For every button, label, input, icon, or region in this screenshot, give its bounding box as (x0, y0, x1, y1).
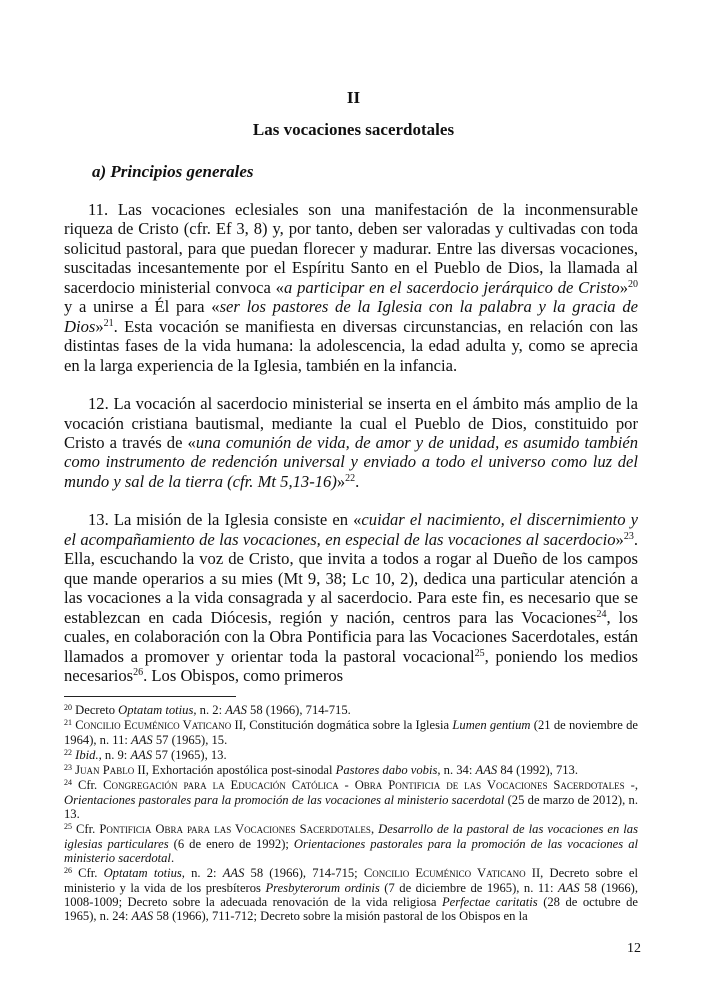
footnote-20 (64, 703, 638, 717)
text-run: Cfr. (72, 866, 104, 881)
footnote-ref: 21 (103, 317, 114, 329)
text-run: II, Constitución dogmática sobre la Iglesia (231, 718, 453, 733)
footnote-21 (64, 718, 638, 747)
italic-text: Desarrollo de la pastoral de las vocaciones en las iglesias particulares (64, 822, 638, 851)
footnote-ref: 22 (64, 747, 72, 757)
footnote-24 (64, 778, 638, 821)
footnote-ref: 20 (628, 278, 638, 290)
text-run: , n. 34: (437, 763, 476, 778)
paragraph-11 (64, 200, 638, 375)
text-run: 58 (1966), 714-715. (246, 703, 351, 717)
text-run: 84 (1992), 713. (497, 763, 578, 778)
italic-text: Optatam totius, (118, 703, 197, 717)
italic-text: AAS (225, 703, 247, 717)
footnote-ref: 25 (64, 822, 72, 832)
italic-text: AAS (222, 866, 245, 881)
footnote-ref: 20 (64, 703, 72, 712)
text-run: . (170, 850, 175, 865)
small-caps-text: Congregación para la Educación Católica - Obra Pontificia de las Vocaciones Sacerdotales (103, 778, 625, 793)
italic-text: AAS (131, 909, 154, 924)
small-caps-text: Concilio Ecuménico Vaticano (363, 866, 526, 881)
section-title: Las vocaciones sacerdotales (252, 120, 455, 139)
text-run: 57 (1965), 15. (152, 732, 228, 747)
footnote-ref: 23 (623, 530, 634, 542)
text-run: n. 2: (184, 866, 223, 881)
footnote-ref: 24 (596, 608, 607, 620)
text-run: , poniendo los medios necesarios (64, 646, 638, 685)
italic-text: Pastores dabo vobis (335, 763, 438, 778)
text-run: . Los Obispos, como primeros (143, 665, 344, 685)
text-run: (7 de diciembre de 1965), n. 11: (379, 880, 558, 895)
subsection-heading: a) Principios generales (92, 162, 254, 181)
text-run: n. 9: (101, 747, 131, 762)
italic-text: AAS (131, 732, 153, 747)
text-run: II, Decreto sobre el ministerio y la vida de los presbíteros (64, 866, 639, 895)
text-run: 58 (1966), 714-715; (244, 866, 364, 881)
italic-text: cuidar el nacimiento, el discernimiento y el acompañamiento de las vocaciones, en especial de las vocaciones al sacerdocio (64, 510, 639, 549)
italic-text: Presbyterorum ordinis (265, 880, 380, 895)
footnote-ref: 26 (133, 666, 144, 678)
text-run: II, Exhortación apostólica post-sinodal (134, 763, 336, 778)
footnotes (64, 703, 638, 924)
text-run: 57 (1965), 13. (152, 747, 227, 762)
text-run: 58 (1966), 1008-1009; Decreto sobre la adecuada renovación de la vida religiosa (64, 880, 638, 909)
text-run: (21 de noviembre de 1964), n. 11: (64, 718, 638, 747)
small-caps-text: Pontificia Obra para las Vocaciones Sacerdotales (99, 822, 371, 837)
small-caps-text: Juan Pablo (75, 763, 135, 778)
text-run: » (336, 471, 346, 491)
footnote-separator (64, 696, 236, 697)
text-run: 58 (1966), 711-712; Decreto sobre la misión pastoral de los Obispos en la (153, 909, 528, 924)
text-run: 11. Las vocaciones eclesiales son una manifestación de la inconmensurable riqueza de Cristo (cfr. Ef 3, 8) y, por tanto, deben ser valoradas y cultivadas con toda solicitud pastoral, para que puedan florecer y madurar. Entre las diversas vocaciones, suscitadas incesantemente por el Espíritu Santo en el Pueblo de Dios, la llamada al sacerdocio ministerial convoca « (64, 200, 638, 297)
chapter-number: II (346, 88, 361, 107)
text-run: 13. La misión de la Iglesia consiste en « (88, 510, 362, 530)
italic-text: Perfectae caritatis (441, 894, 538, 909)
text-run: . (355, 471, 360, 491)
italic-text: Lumen gentium (452, 718, 531, 733)
footnote-25 (64, 822, 638, 865)
footnote-ref: 23 (64, 763, 72, 773)
text-run: , los cuales, en colaboración con la Obra Pontificia para las Vocaciones Sacerdotales, están llamados a promover y orientar toda la pastoral vocacional (64, 607, 638, 666)
italic-text: a participar en el sacerdocio jerárquico de Cristo (283, 277, 620, 297)
italic-text: Ibid., (75, 747, 102, 762)
italic-text: AAS (557, 880, 580, 895)
text-run: Cfr. (72, 822, 100, 837)
page-number: 12 (627, 941, 641, 956)
text-run: » (95, 316, 104, 336)
text-run: -, (624, 778, 638, 793)
italic-text: Orientaciones pastorales para la promoción de las vocaciones al ministerio sacerdotal (64, 792, 505, 807)
footnote-ref: 22 (345, 472, 356, 484)
footnote-23 (64, 763, 638, 777)
text-run: Decreto (72, 703, 119, 717)
text-run: (6 de enero de 1992); (168, 836, 294, 851)
italic-text: Optatam totius, (103, 866, 185, 881)
text-run: y a unirse a Él para « (64, 297, 220, 317)
italic-text: Orientaciones pastorales para la promoción de las vocaciones al ministerio sacerdotal (64, 836, 639, 865)
text-run: . Ella, escuchando la voz de Cristo, que invita a todos a rogar al Dueño de los campos que mande operarios a su mies (Mt 9, 38; Lc 10, 2), dedica una particular atención a las vocaciones a la vida consagrada y al sacerdocio. Para este fin, es necesario que se establezcan en cada Diócesis, región y nación, centros para las Vocaciones (64, 529, 638, 627)
footnote-ref: 26 (64, 866, 72, 876)
italic-text: ser los pastores de la Iglesia con la palabra y la gracia de Dios (64, 297, 638, 336)
footnote-ref: 21 (64, 718, 72, 728)
footnote-26 (64, 866, 638, 923)
italic-text: una comunión de vida, de amor y de unidad, es asumido también como instrumento de redención universal y enviado a todo el universo como luz del mundo y sal de la tierra (cfr. Mt 5,13-16) (64, 432, 638, 491)
text-run: (25 de marzo de 2012), n. 13. (64, 792, 638, 822)
italic-text: AAS (130, 747, 153, 762)
text-run: (28 de octubre de 1965), n. 24: (64, 894, 638, 924)
small-caps-text: Concilio Ecuménico Vaticano (75, 718, 232, 733)
text-run: » (615, 529, 624, 549)
paragraph-13 (64, 510, 638, 685)
text-run: » (619, 277, 628, 297)
text-run: , (370, 822, 379, 837)
text-run: 12. La vocación al sacerdocio ministerial se inserta en el ámbito más amplio de la vocación cristiana bautismal, mediante la cual el Pueblo de Dios, constituido por Cristo a través de « (64, 394, 638, 452)
paragraph-12 (64, 394, 638, 491)
text-run: n. 2: (196, 703, 226, 717)
footnote-ref: 24 (64, 778, 72, 788)
footnote-22 (64, 748, 638, 762)
text-run: Cfr. (72, 778, 104, 793)
body-text (64, 200, 638, 704)
footnote-ref: 25 (474, 647, 485, 659)
text-run: . Esta vocación se manifiesta en diversas circunstancias, en relación con las distintas fases de la vida humana: la adolescencia, la edad adulta y, como se aprecia en la larga experiencia de la Iglesia, también en la infancia. (64, 316, 638, 375)
italic-text: AAS (475, 763, 498, 778)
